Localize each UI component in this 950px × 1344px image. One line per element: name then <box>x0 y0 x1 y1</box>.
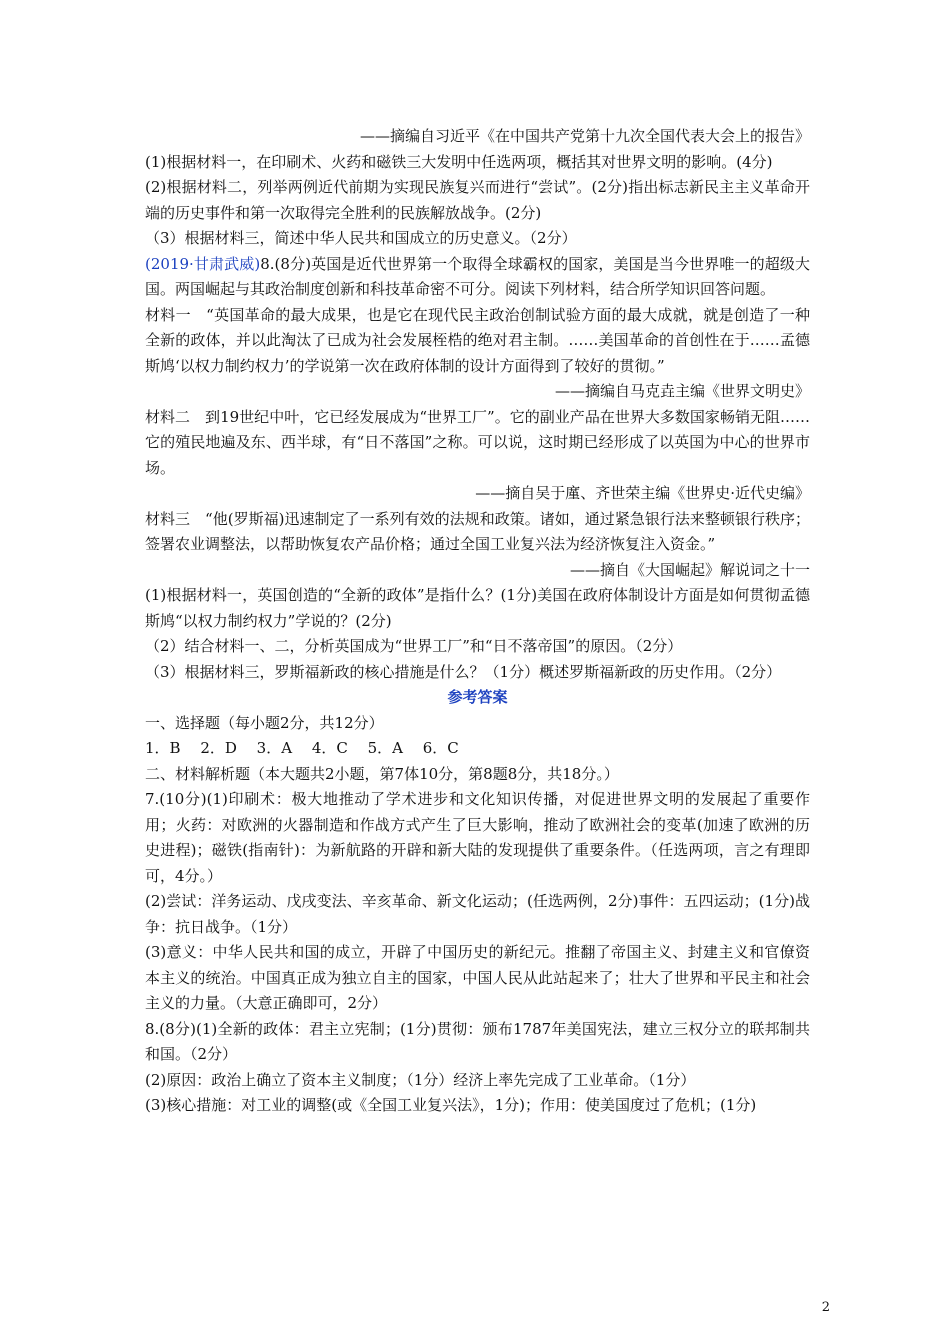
q7-subquestion-1: (1)根据材料一，在印刷术、火药和磁铁三大发明中任选两项，概括其对世界文明的影响。(4分) <box>145 152 773 171</box>
answer-7-2: (2)尝试：洋务运动、戊戌变法、辛亥革命、新文化运动；(任选两例，2分)事件：五四运动；(1分)战争：抗日战争。（1分） <box>145 892 810 936</box>
answer-8-3: (3)核心措施：对工业的调整(或《全国工业复兴法》，1分)；作用：使美国度过了危机；(1分) <box>145 1096 757 1114</box>
q8-subquestion-1: (1)根据材料一，英国创造的“全新的政体”是指什么？(1分)美国在政府体制设计方面是如何贯彻孟德斯鸠“以权力制约权力”学说的？(2分) <box>145 586 810 630</box>
q8-material-2: 材料二 到19世纪中叶，它已经发展成为“世界工厂”。它的副业产品在世界大多数国家畅销无阻……它的殖民地遍及东、西半球，有“日不落国”之称。可以说，这时期已经形成了以英国为中心的世界市场。 <box>145 407 810 477</box>
page-number: 2 <box>821 1300 830 1315</box>
answer-7-1: 7.(10分)(1)印刷术：极大地推动了学术进步和文化知识传播，对促进世界文明的发展起了重要作用；火药：对欧洲的火器制造和作战方式产生了巨大影响，推动了欧洲社会的变革(加速了欧洲的历史进程)；磁铁(指南针)：为新航路的开辟和新大陆的发现提供了重要条件。（任选两项，言之有理即可，4分。） <box>145 790 810 885</box>
answer-heading: 参考答案 <box>447 688 508 706</box>
q7-subquestion-2: (2)根据材料二，列举两例近代前期为实现民族复兴而进行“尝试”。(2分)指出标志新民主主义革命开端的历史事件和第一次取得完全胜利的民族解放战争。(2分) <box>145 178 810 222</box>
answer-8-1: 8.(8分)(1)全新的政体：君主立宪制；(1分)贯彻：颁布1787年美国宪法，建立三权分立的联邦制共和国。（2分） <box>145 1019 810 1063</box>
q8-material-1-source: ——摘编自马克垚主编《世界文明史》 <box>554 382 810 400</box>
answer-mc-title: 一、选择题（每小题2分，共12分） <box>145 713 384 732</box>
q7-source: ——摘编自习近平《在中国共产党第十九次全国代表大会上的报告》 <box>359 127 810 145</box>
q7-subquestion-3: （3）根据材料三，简述中华人民共和国成立的历史意义。（2分） <box>145 229 577 247</box>
q8-subquestion-3: （3）根据材料三，罗斯福新政的核心措施是什么？（1分）概述罗斯福新政的历史作用。（2分） <box>145 662 782 681</box>
q8-material-3-source: ——摘自《大国崛起》解说词之十一 <box>569 560 810 579</box>
answer-mc-list: 1．B 2．D 3．A 4．C 5．A 6．C <box>145 739 459 757</box>
q8-intro-text: 8.(8分)英国是近代世界第一个取得全球霸权的国家，美国是当今世界唯一的超级大国。两国崛起与其政治制度创新和科技革命密不可分。阅读下列材料，结合所学知识回答问题。 <box>145 254 810 298</box>
answer-material-title: 二、材料解析题（本大题共2小题，第7体10分，第8题8分，共18分。） <box>145 764 619 783</box>
q8-subquestion-2: （2）结合材料一、二，分析英国成为“世界工厂”和“日不落帝国”的原因。（2分） <box>145 637 683 655</box>
answer-7-3: (3)意义：中华人民共和国的成立，开辟了中国历史的新纪元。推翻了帝国主义、封建主义和官僚资本主义的统治。中国真正成为独立自主的国家，中国人民从此站起来了；壮大了世界和平民主和社会主义的力量。（大意正确即可，2分） <box>145 943 810 1012</box>
q8-source-tag: (2019·甘肃武威) <box>145 254 261 273</box>
q8-material-3: 材料三 “他(罗斯福)迅速制定了一系列有效的法规和政策。诸如，通过紧急银行法来整顿银行秩序；签署农业调整法，以帮助恢复农产品价格；通过全国工业复兴法为经济恢复注入资金。” <box>145 509 810 553</box>
q8-intro <box>145 252 810 303</box>
q8-material-2-source: ——摘自吴于廑、齐世荣主编《世界史·近代史编》 <box>475 484 810 502</box>
answer-8-2: (2)原因：政治上确立了资本主义制度；（1分）经济上率先完成了工业革命。（1分） <box>145 1070 696 1089</box>
q8-material-1: 材料一 “英国革命的最大成果，也是它在现代民主政治创制试验方面的最大成就，就是创造了一种全新的政体，并以此淘汰了已成为社会发展桎梏的绝对君主制。……美国革命的首创性在于……孟德斯鸠‘以权力制约权力’的学说第一次在政府体制的设计方面得到了较好的贯彻。” <box>145 305 810 375</box>
page-content <box>145 124 810 1119</box>
